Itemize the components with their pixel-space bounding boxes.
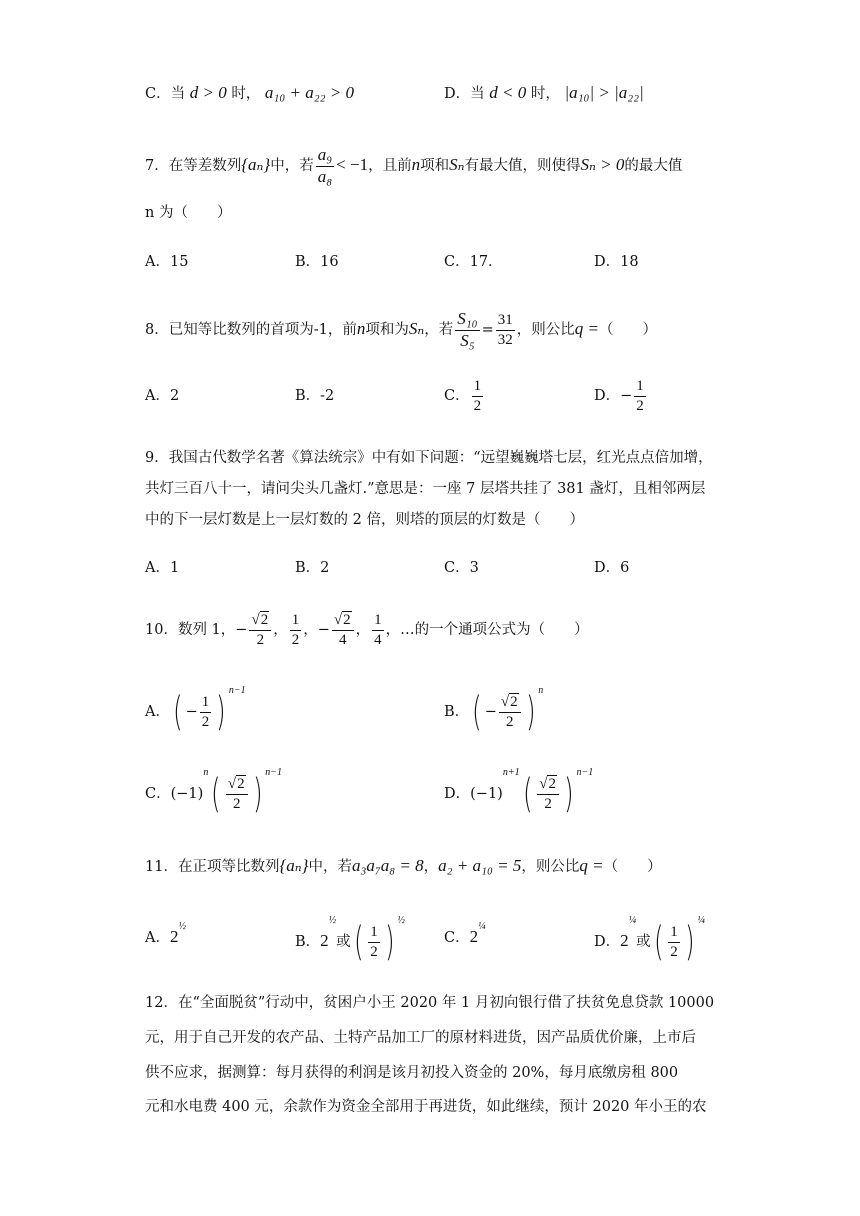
q11-text-b: 中，若 [308,859,352,875]
q10-option-a-sign: − [185,704,198,720]
q8-q: q = [574,319,599,339]
q7-sn-positive: Sₙ > 0 [580,155,625,175]
q11-option-c-exponent: ¼ [478,921,486,932]
q6-option-d-expression: |a₁₀| > |a₂₂| [564,83,644,102]
q6-option-c-expression: a₁₀ + a₂₂ > 0 [264,83,355,102]
q11-condition-2: a₂ + a₁₀ = 5 [438,856,522,875]
q11-option-b-base: 2 [320,931,329,950]
q8-lhs-fraction [455,310,479,350]
q11-option-a [145,921,186,946]
q10-option-c-base-exponent: n [203,767,209,778]
q10-option-d-radicand: 2 [548,776,556,792]
q7-option-b: B．16 [295,254,339,270]
q11-text-a: 在正项等比数列 [177,859,280,875]
q11-option-b: B．$2^{\frac{1}{2}}$或( $\frac{1}{2}$ ) $^{\frac{1}{2}}$ [295,915,405,965]
q11-text-d: ，则公比 [521,859,580,875]
q11-stem [145,857,662,875]
q11-option-b-numerator: 1 [368,924,380,943]
q7-text-b: 中，若 [270,158,314,175]
q10-term3-denominator: 2 [291,631,300,648]
q7-text-c: ，且前 [368,158,412,175]
q7-stem [145,146,682,186]
q11-option-b-exponent-2: ½ [397,915,405,926]
q7-text-d: 项和 [420,158,450,175]
q8-rhs-denominator: 32 [497,331,513,348]
q7-number: 7． [145,158,169,175]
q10-option-d-denominator: 2 [544,795,552,812]
q11-option-d-denominator: 2 [670,943,678,960]
q10-term3-numerator: 1 [290,612,302,631]
q6-option-d-condition: d < 0 [489,83,527,102]
q10-number: 10．数列 1， [145,622,236,638]
q7-option-a: A．15 [145,254,189,270]
q10-term2: $\frac{√2}{2}$ [249,612,271,648]
q8-text-b: 项和为 [365,322,409,339]
q6-option-d [444,84,644,102]
q6-option-c-label: C．当 [145,86,186,102]
q11-option-d: D．$2^{\frac{1}{4}}$或( $\frac{1}{2}$ ) $^{\frac{1}{4}}$ [594,915,705,965]
q6-option-d-label: D．当 [444,86,485,102]
q10-term5-numerator: 1 [372,612,384,631]
q10-option-d-exponent: n−1 [576,767,594,778]
q7-text-a: 在等差数列 [168,158,242,175]
q8-option-c-numerator: 1 [472,378,484,397]
q7-ratio-denominator: a₈ [317,166,333,186]
q7-option-d: D．18 [594,254,639,270]
q8-rhs-fraction [496,312,515,348]
q11-number: 11． [145,859,178,875]
q10-option-b-radicand: 2 [510,694,518,710]
q8-option-b: B．-2 [295,388,335,404]
q7-sequence: {aₙ} [241,155,271,175]
q10-option-b-sign: − [484,704,497,720]
q10-option-c-denominator: 2 [233,795,241,812]
q11-option-b-exponent: ½ [328,915,337,926]
q10-option-c: C．$(-1)^n$( $\frac{√2}{2}$ ) $^{n-1}$ [145,767,283,817]
q8-option-d-sign: − [620,388,633,404]
q10-option-c-base: (−1) [170,786,204,802]
q8-rhs-numerator: 31 [496,312,515,331]
q10-option-a-denominator: 2 [201,713,210,730]
q10-term5-denominator: 4 [374,631,382,648]
q10-option-a-numerator: 1 [200,694,212,713]
q11-option-c-base: 2 [469,927,479,946]
q8-stem [145,310,657,350]
q9-option-c: C．3 [444,560,479,576]
q9-option-d: D．6 [594,560,630,576]
q8-option-d-numerator: 1 [634,378,646,397]
q10-option-d: D．$(-1)^{n+1}$( $\frac{√2}{2}$ ) $^{n-1}$ [444,767,594,817]
q10-option-d-base: (−1) [470,786,503,802]
q9-stem-line1: 9．我国古代数学名著《算法统宗》中有如下问题：“远望巍巍塔七层，红光点点倍加增， [145,450,713,466]
q10-tail: ，…的一个通项公式为（ ） [385,622,589,638]
q11-option-a-base: 2 [169,927,179,946]
q11-option-d-label: D． [594,934,621,950]
q6-option-c [145,84,354,102]
q10-option-c-exponent: n−1 [265,767,283,778]
q9-stem-line3: 中的下一层灯数是上一层灯数的 2 倍，则塔的顶层的灯数是（ ） [145,512,584,528]
q10-separator: ， [303,622,318,638]
q10-option-b-label: B． [444,704,470,720]
q8-text-a: 已知等比数列的首项为-1，前 [168,322,357,339]
q6-option-d-tail: 时， [530,86,560,102]
q10-term3 [290,612,302,648]
q8-option-c-fraction [472,378,484,414]
q8-option-c [444,378,485,414]
q8-option-d-label: D． [594,388,621,404]
q8-text-c: ，若 [424,322,454,339]
q6-option-c-tail: 时， [231,86,261,102]
q7-inequality: < −1 [336,155,369,175]
q9-option-b: B．2 [295,560,330,576]
q10-term2-denominator: 2 [256,631,265,648]
q7-stem-line2: n 为（ ） [145,205,232,221]
q8-text-e: （ ） [598,322,657,339]
q10-option-b-denominator: 2 [506,713,514,730]
q9-option-a: A．1 [145,560,180,576]
q11-option-b-denominator: 2 [370,943,378,960]
q8-number: 8． [145,322,169,339]
q11-option-d-numerator: 1 [668,924,680,943]
q7-text-e: 有最大值，则使得 [464,158,581,175]
q7-n: n [411,155,421,175]
q10-term4-radicand: 2 [343,612,351,628]
q11-option-c-label: C． [444,930,470,946]
q11-option-d-exponent: ¼ [628,915,637,926]
q12-stem-line1: 12．在“全面脱贫”行动中，贫困户小王 2020 年 1 月初向银行借了扶贫免息贷款 10000 [145,995,715,1011]
q8-option-d-fraction [634,378,646,414]
q8-sn: Sₙ [408,319,425,339]
q10-term5 [372,612,384,648]
q10-separator: ， [355,622,371,638]
q8-lhs-numerator: S₁₀ [455,310,479,331]
q10-term2-radicand: 2 [260,612,269,628]
q10-term4-denominator: 4 [338,631,347,648]
q10-term2-sign: − [235,622,248,638]
q7-ratio [316,146,334,186]
q11-sequence: {aₙ} [279,856,309,875]
q10-option-c-radicand: 2 [237,776,245,792]
q10-option-a-exponent: n−1 [228,685,246,696]
q7-sn: Sₙ [449,155,465,175]
q8-lhs-denominator: S₅ [460,330,475,350]
q10-option-b-exponent: n [538,685,544,696]
q8-n: n [356,319,366,339]
q8-text-d: ，则公比 [516,322,575,339]
q8-option-c-label: C． [444,388,470,404]
q11-q: q = [579,856,604,875]
q12-stem-line3: 供不应求，据测算：每月获得的利润是该月初投入资金的 20%，每月底缴房租 800 [145,1065,679,1081]
q11-option-a-exponent: ½ [178,921,186,932]
q10-option-c-label: C． [145,786,171,802]
q8-option-d-denominator: 2 [636,397,644,414]
q10-option-b: B．( − $\frac{√2}{2}$ ) $^n$ [444,685,544,735]
q8-option-a: A．2 [145,388,180,404]
q8-equals: = [481,322,494,339]
q10-option-a-label: A． [145,704,170,720]
q12-stem-line4: 元和水电费 400 元，余款作为资金全部用于再进货，如此继续，预计 2020 年小王的农 [145,1099,707,1115]
q10-term4: $\frac{√2}{4}$ [332,612,354,648]
q11-text-e: （ ） [603,859,662,875]
q10-separator: ， [273,622,288,638]
q12-stem-line2: 元，用于自己开发的农产品、土特产品加工厂的原材料进货，因产品质优价廉，上市后 [145,1030,696,1046]
q8-option-d [594,378,648,414]
q6-option-c-condition: d > 0 [189,83,227,102]
q11-text-c: ， [423,859,439,875]
q7-ratio-numerator: a₉ [316,146,334,167]
q7-text-f: 的最大值 [624,158,683,175]
q11-option-d-base: 2 [620,931,629,950]
q11-option-d-exponent-2: ¼ [697,915,705,926]
q10-option-a: A．( − $\frac{1}{2}$ ) $^{n-1}$ [145,685,246,735]
q10-option-d-label: D． [444,786,471,802]
q9-stem-line2: 共灯三百八十一，请问尖头几盏灯.”意思是：一座 7 层塔共挂了 381 盏灯，且相邻两层 [145,481,706,497]
q11-option-a-label: A． [145,930,170,946]
q11-option-b-or: 或 [336,934,351,950]
q8-option-c-denominator: 2 [473,397,482,414]
q10-option-d-base-exponent: n+1 [502,767,520,778]
q11-option-d-or: 或 [636,934,651,950]
q7-option-c: C．17． [444,254,503,270]
q11-option-b-label: B． [295,934,321,950]
q11-option-c [444,921,486,946]
q11-condition-1: a₃a₇a₈ = 8 [351,856,424,875]
q10-stem [145,612,589,648]
q10-term4-sign: − [317,622,330,638]
